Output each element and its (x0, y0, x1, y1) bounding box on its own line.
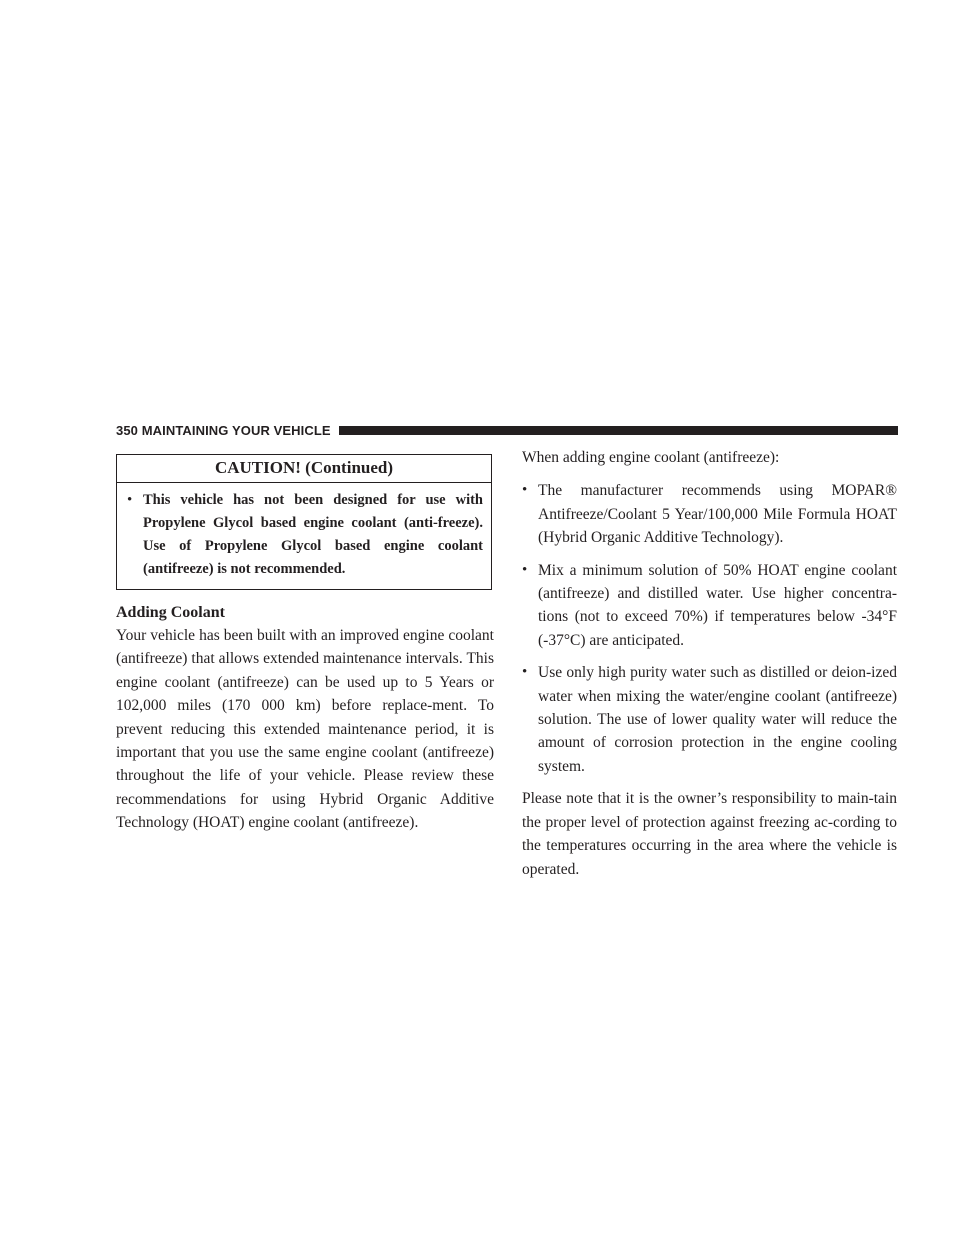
caution-box (116, 454, 492, 590)
page-header (116, 422, 898, 438)
list-item-text: Mix a minimum solution of 50% HOAT engine coolant (antifreeze) and distilled water. Use higher concentra-tions (not to exceed 70%) if temperatures below -34°F (-37°C) are anticipated. (538, 561, 897, 649)
section-heading-adding-coolant: Adding Coolant (116, 604, 225, 621)
bullet-icon: • (522, 482, 528, 499)
caution-body (117, 483, 491, 589)
header-rule (339, 426, 898, 435)
right-column (522, 446, 897, 891)
caution-bullet (127, 489, 483, 581)
list-item (522, 479, 897, 549)
closing-paragraph: Please note that it is the owner’s responsibility to main-tain the proper level of protection against freezing ac-cording to the temperatures occurring in the area where the vehicle is operated. (522, 790, 897, 878)
list-item-text: The manufacturer recommends using MOPAR® Antifreeze/Coolant 5 Year/100,000 Mile Formula HOAT (Hybrid Organic Additive Technology). (538, 482, 897, 547)
caution-bullet-text: This vehicle has not been designed for use with Propylene Glycol based engine coolant (anti-freeze). Use of Propylene Glycol based engine coolant (antifreeze) is not recommended. (143, 492, 483, 577)
bullet-icon: • (127, 492, 133, 508)
list-item (522, 559, 897, 653)
left-column (116, 454, 494, 835)
bullet-icon: • (522, 561, 528, 578)
page-number-and-section: 350 MAINTAINING YOUR VEHICLE (116, 422, 331, 438)
list-item-text: Use only high purity water such as distilled or deion-ized water when mixing the water/engine coolant (antifreeze) solution. The use of lower quality water will reduce the amount of corrosion protection in the engine cooling system. (538, 664, 897, 775)
adding-coolant-intro: When adding engine coolant (antifreeze): (522, 449, 780, 466)
bullet-icon: • (522, 664, 528, 681)
list-item (522, 661, 897, 778)
adding-coolant-paragraph: Your vehicle has been built with an improved engine coolant (antifreeze) that allows extended maintenance intervals. This engine coolant (antifreeze) can be used up to 5 Years or 102,000 miles (170 000 km) before replace-ment. To prevent reducing this extended maintenance period, it is important that you use the same engine coolant (antifreeze) throughout the life of your vehicle. Please review these recommendations for using Hybrid Organic Additive Technology (HOAT) engine coolant (antifreeze). (116, 627, 494, 832)
caution-title: CAUTION! (Continued) (117, 455, 491, 483)
